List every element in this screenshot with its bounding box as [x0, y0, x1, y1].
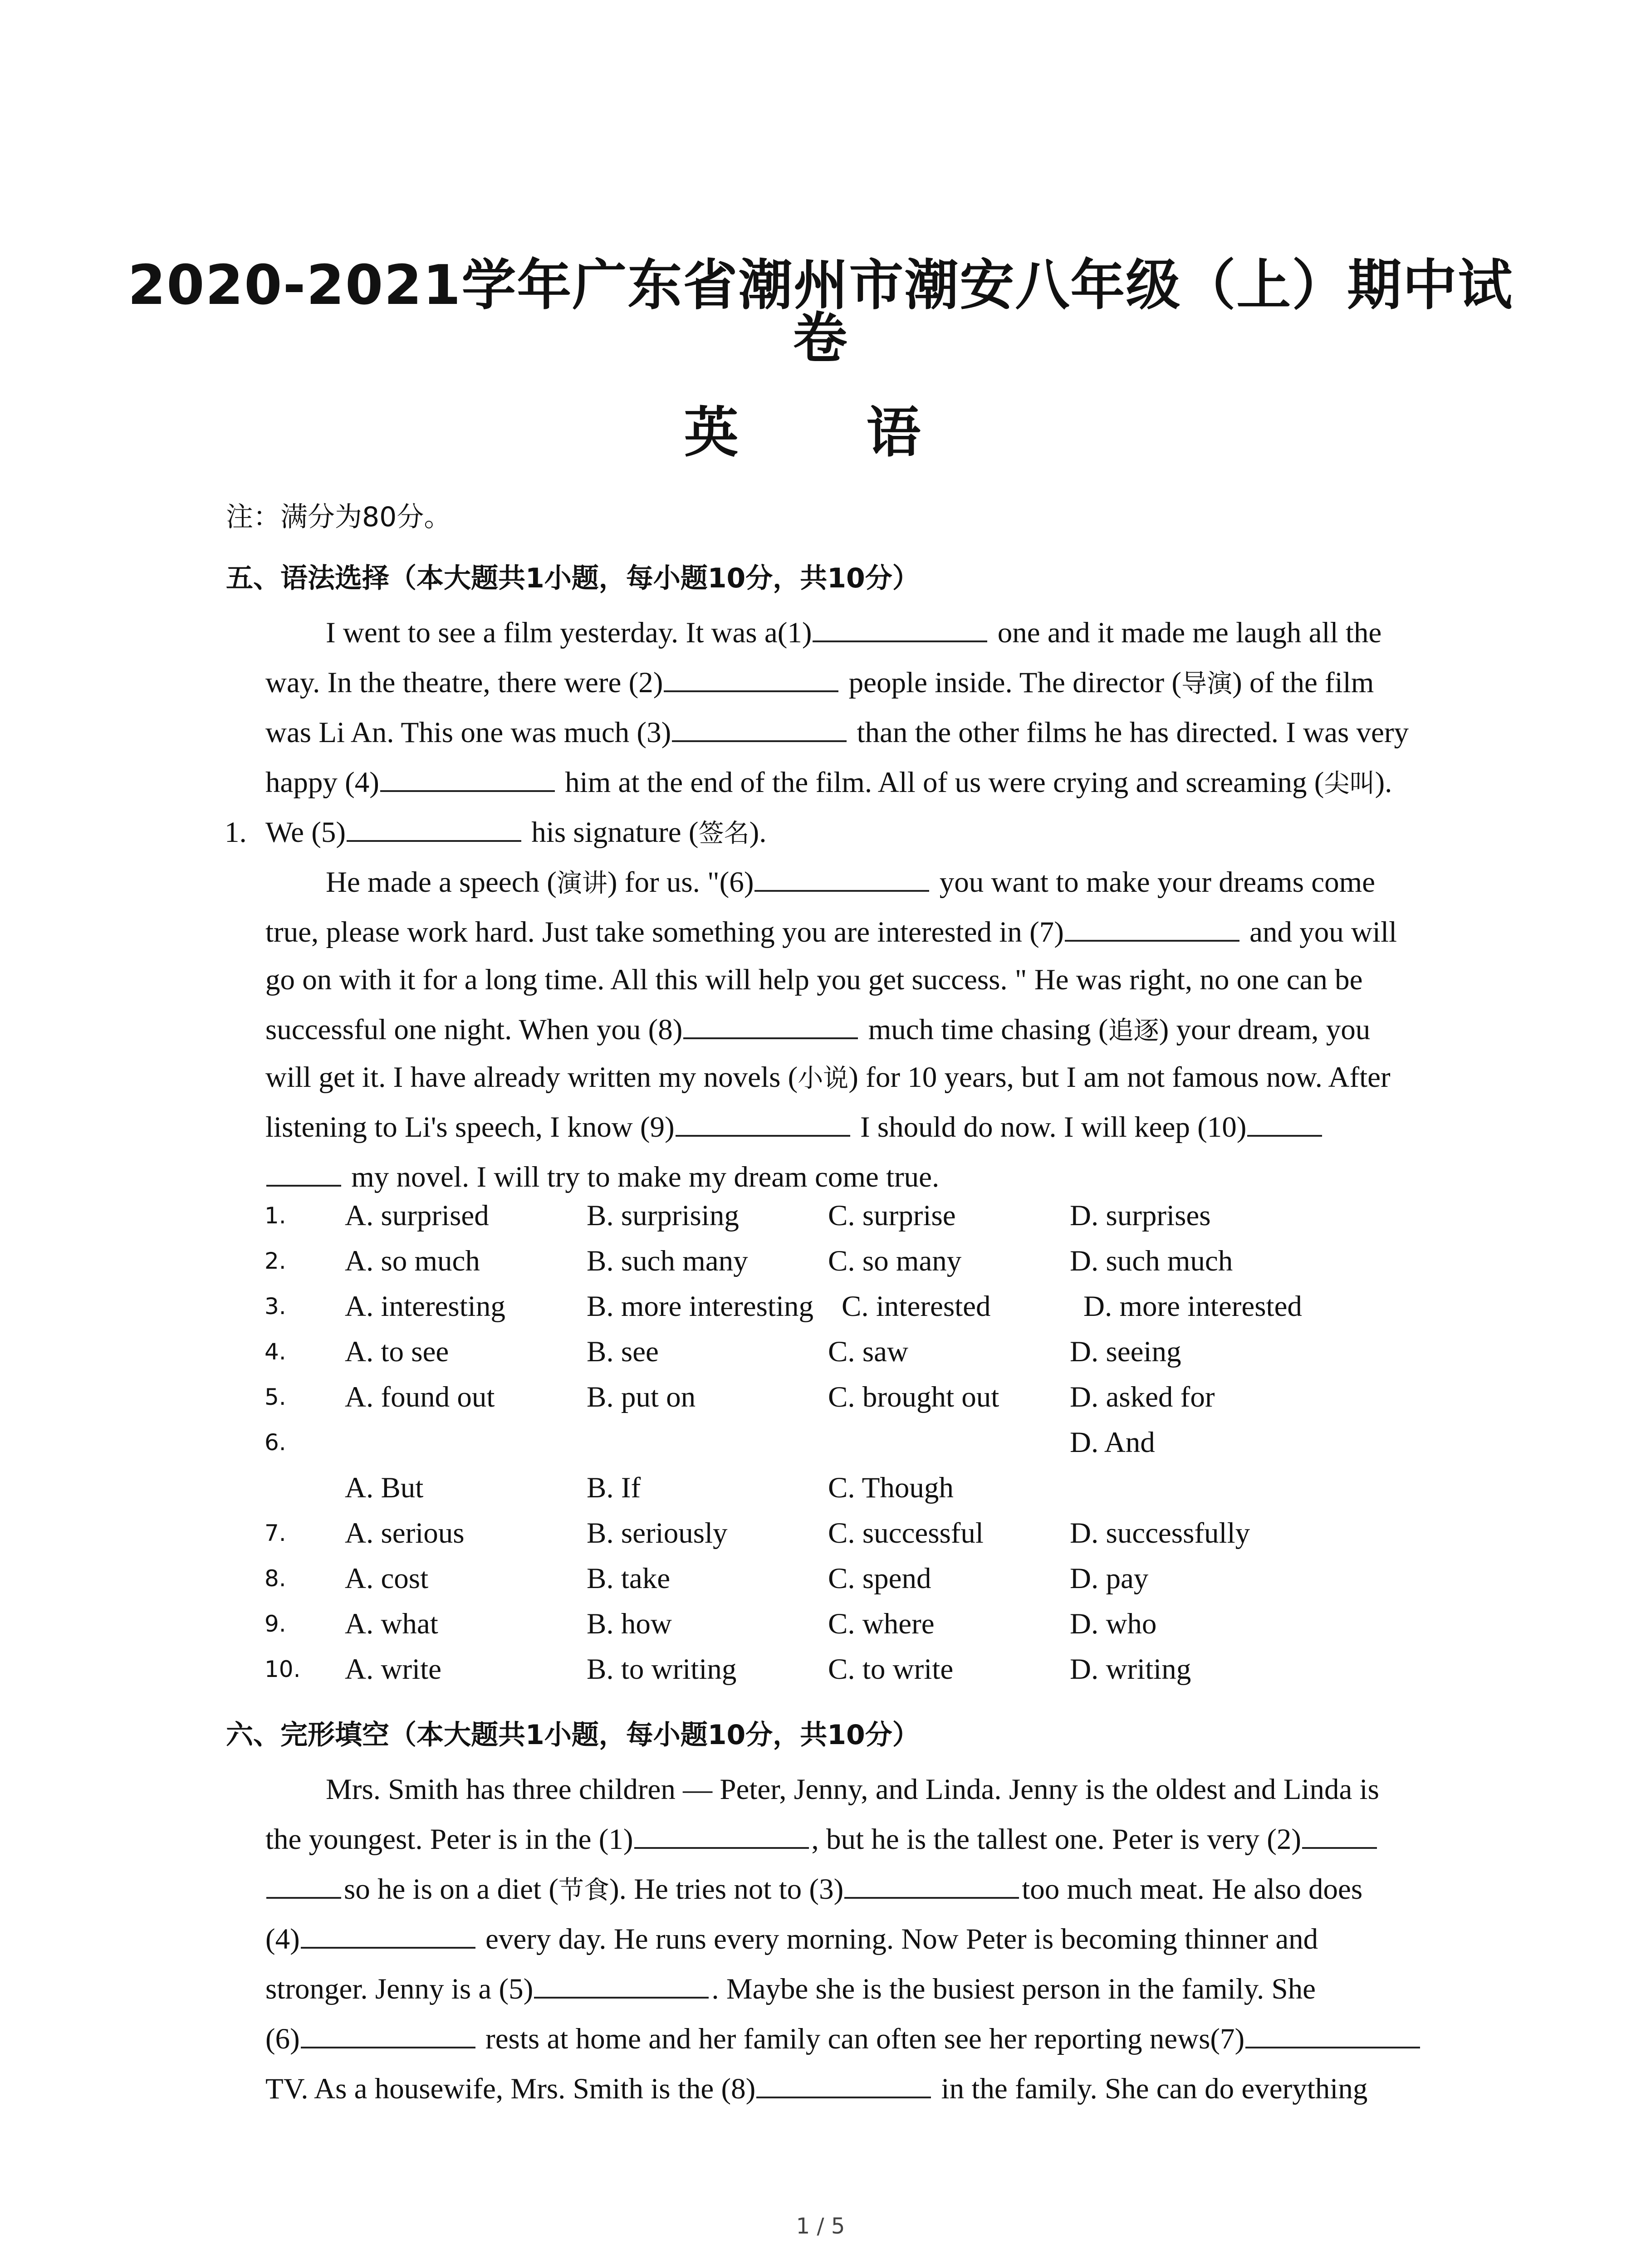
- answer-blank[interactable]: [813, 613, 987, 642]
- answer-blank[interactable]: [1065, 913, 1239, 942]
- passage-line: We (5) his signature (签名).: [265, 812, 766, 854]
- passage-line: listening to Li's speech, I know (9) I should do now. I will keep (10): [265, 1107, 1325, 1148]
- option-c[interactable]: C. where: [828, 1608, 935, 1640]
- answer-blank[interactable]: [347, 813, 521, 842]
- option-b[interactable]: B. surprising: [587, 1199, 739, 1232]
- option-number: 7.: [265, 1520, 286, 1546]
- option-c[interactable]: C. spend: [828, 1562, 931, 1595]
- option-c[interactable]: C. interested: [842, 1290, 991, 1323]
- option-b[interactable]: B. put on: [587, 1381, 696, 1413]
- option-a[interactable]: A. serious: [345, 1517, 465, 1549]
- option-number: 5.: [265, 1384, 286, 1410]
- option-a[interactable]: A. to see: [345, 1335, 449, 1368]
- subject-title: 英 语: [684, 401, 957, 464]
- answer-blank[interactable]: [380, 763, 555, 792]
- option-b[interactable]: B. such many: [587, 1245, 748, 1277]
- exam-title-line-2: 卷: [793, 307, 848, 370]
- option-d[interactable]: D. more interested: [1083, 1290, 1302, 1323]
- option-d[interactable]: D. such much: [1070, 1245, 1233, 1277]
- passage-line: way. In the theatre, there were (2) people inside. The director (导演) of the film: [265, 662, 1374, 704]
- option-d[interactable]: D. pay: [1070, 1562, 1149, 1595]
- passage-line: TV. As a housewife, Mrs. Smith is the (8) in the family. She can do everything: [265, 2068, 1367, 2109]
- passage-line: (6) rests at home and her family can often see her reporting news(7): [265, 2019, 1423, 2059]
- option-d[interactable]: D. surprises: [1070, 1199, 1211, 1232]
- option-a[interactable]: A. cost: [345, 1562, 429, 1595]
- score-note: 注：满分为80分。: [226, 501, 451, 533]
- option-d[interactable]: D. asked for: [1070, 1381, 1215, 1413]
- option-a[interactable]: A. surprised: [345, 1199, 489, 1232]
- option-a[interactable]: A. what: [345, 1608, 438, 1640]
- answer-blank[interactable]: [634, 1820, 809, 1849]
- answer-blank[interactable]: [534, 1970, 709, 1999]
- option-number: 10.: [265, 1656, 301, 1682]
- option-b[interactable]: B. take: [587, 1562, 671, 1595]
- passage-line: was Li An. This one was much (3) than the other films he has directed. I was very: [265, 712, 1409, 753]
- option-a[interactable]: A. But: [345, 1471, 424, 1504]
- passage-line: happy (4) him at the end of the film. All of us were crying and screaming (尖叫).: [265, 762, 1392, 804]
- passage-line: my novel. I will try to make my dream come true.: [265, 1157, 939, 1198]
- option-a[interactable]: A. interesting: [345, 1290, 505, 1323]
- option-c[interactable]: C. so many: [828, 1245, 962, 1277]
- section-6-heading: 六、完形填空（本大题共1小题，每小题10分，共10分）: [226, 1719, 920, 1751]
- answer-blank[interactable]: [1245, 2019, 1420, 2048]
- option-b[interactable]: B. If: [587, 1471, 641, 1504]
- answer-blank[interactable]: [676, 1108, 850, 1137]
- exam-title-line-1: 2020-2021学年广东省潮州市潮安八年级（上）期中试: [127, 254, 1514, 317]
- answer-blank[interactable]: [266, 1870, 341, 1899]
- passage-line: so he is on a diet (节食). He tries not to (3) too much meat. He also does: [265, 1869, 1362, 1911]
- option-c[interactable]: C. Though: [828, 1471, 954, 1504]
- option-c[interactable]: C. successful: [828, 1517, 984, 1549]
- passage-line: He made a speech (演讲) for us. "(6) you want to make your dreams come: [326, 862, 1375, 904]
- passage-line: will get it. I have already written my novels (小说) for 10 years, but I am not famous now. After: [265, 1061, 1391, 1094]
- option-d[interactable]: D. who: [1070, 1608, 1157, 1640]
- passage-line: true, please work hard. Just take something you are interested in (7) and you will: [265, 912, 1397, 953]
- section-5-heading: 五、语法选择（本大题共1小题，每小题10分，共10分）: [226, 562, 920, 594]
- option-number: 4.: [265, 1339, 286, 1365]
- passage-line: successful one night. When you (8) much time chasing (追逐) your dream, you: [265, 1009, 1370, 1051]
- answer-blank[interactable]: [1247, 1108, 1322, 1137]
- option-number: 8.: [265, 1565, 286, 1592]
- answer-blank[interactable]: [672, 713, 847, 742]
- passage-line: the youngest. Peter is in the (1) , but he is the tallest one. Peter is very (2): [265, 1819, 1380, 1860]
- answer-blank[interactable]: [301, 1920, 475, 1949]
- option-c[interactable]: C. to write: [828, 1653, 954, 1686]
- option-d[interactable]: D. And: [1070, 1426, 1155, 1459]
- option-b[interactable]: B. how: [587, 1608, 672, 1640]
- option-b[interactable]: B. to writing: [587, 1653, 737, 1686]
- option-a[interactable]: A. so much: [345, 1245, 480, 1277]
- answer-blank[interactable]: [754, 863, 929, 892]
- page-number: 1 / 5: [796, 2214, 845, 2239]
- answer-blank[interactable]: [844, 1870, 1019, 1899]
- passage-line: go on with it for a long time. All this will help you get success. " He was right, no one can be: [265, 963, 1363, 996]
- answer-blank[interactable]: [756, 2069, 931, 2098]
- option-number: 1.: [265, 1202, 286, 1229]
- passage-line: stronger. Jenny is a (5) . Maybe she is the busiest person in the family. She: [265, 1969, 1316, 2009]
- passage-line: Mrs. Smith has three children — Peter, Jenny, and Linda. Jenny is the oldest and Linda is: [326, 1773, 1379, 1806]
- option-d[interactable]: D. seeing: [1070, 1335, 1181, 1368]
- option-d[interactable]: D. successfully: [1070, 1517, 1250, 1549]
- option-a[interactable]: A. write: [345, 1653, 441, 1686]
- option-c[interactable]: C. brought out: [828, 1381, 999, 1413]
- option-number: 6.: [265, 1429, 286, 1456]
- option-number: 9.: [265, 1611, 286, 1637]
- option-b[interactable]: B. seriously: [587, 1517, 728, 1549]
- option-a[interactable]: A. found out: [345, 1381, 495, 1413]
- answer-blank[interactable]: [664, 663, 838, 692]
- answer-blank[interactable]: [301, 2019, 475, 2048]
- option-c[interactable]: C. saw: [828, 1335, 908, 1368]
- answer-blank[interactable]: [266, 1158, 341, 1187]
- answer-blank[interactable]: [1302, 1820, 1377, 1849]
- passage-line: I went to see a film yesterday. It was a(1) one and it made me laugh all the: [326, 612, 1381, 653]
- option-b[interactable]: B. see: [587, 1335, 659, 1368]
- question-number: 1.: [225, 816, 247, 849]
- option-number: 2.: [265, 1248, 286, 1274]
- answer-blank[interactable]: [683, 1010, 858, 1039]
- option-d[interactable]: D. writing: [1070, 1653, 1191, 1686]
- option-c[interactable]: C. surprise: [828, 1199, 956, 1232]
- passage-line: (4) every day. He runs every morning. Now Peter is becoming thinner and: [265, 1919, 1318, 1960]
- option-number: 3.: [265, 1293, 286, 1320]
- option-b[interactable]: B. more interesting: [587, 1290, 814, 1323]
